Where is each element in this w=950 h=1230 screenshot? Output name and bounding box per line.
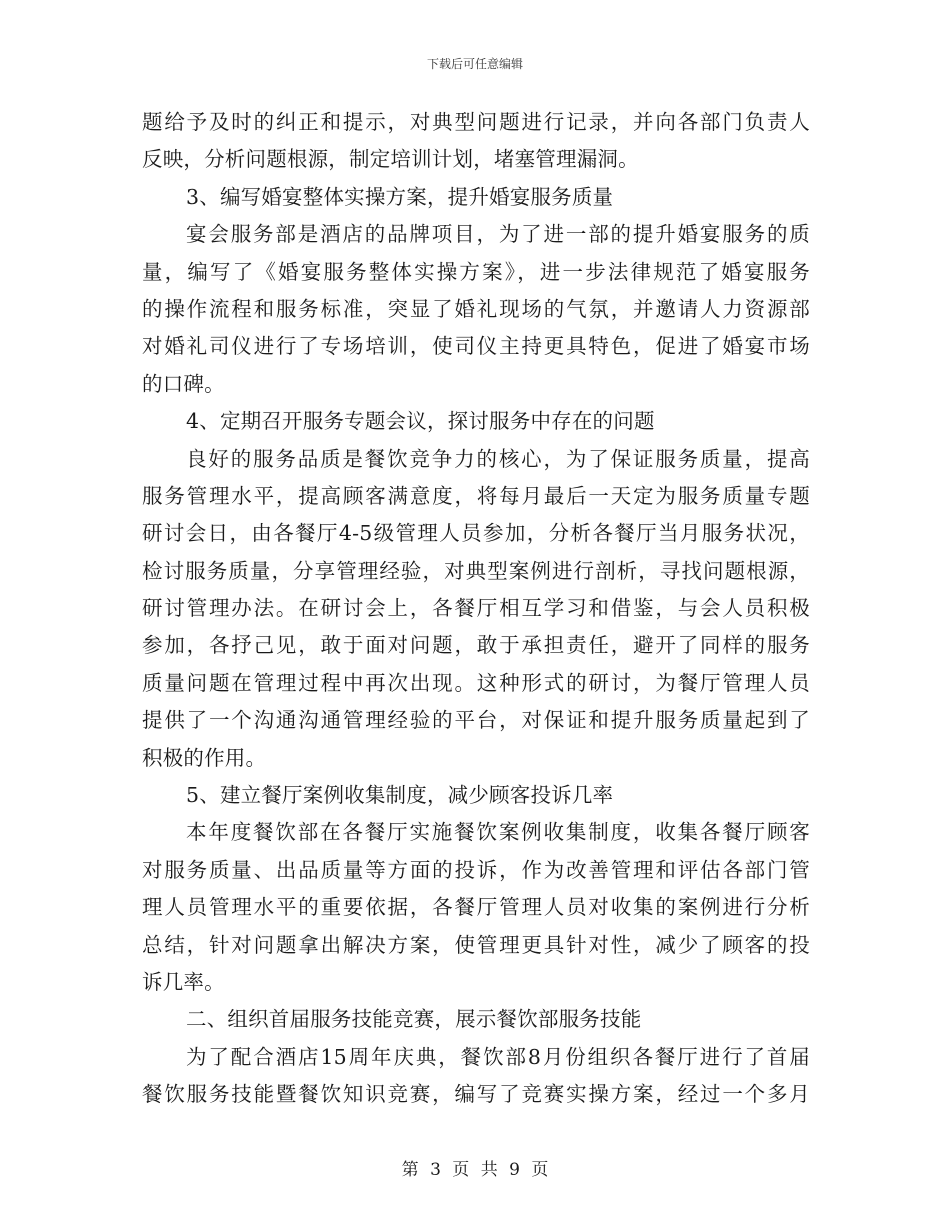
text-line: 总结，针对问题拿出解决方案，使管理更具针对性，减少了顾客的投 (142, 932, 810, 957)
text-line: 良好的服务品质是餐饮竞争力的核心，为了保证服务质量，提高 (186, 446, 810, 471)
text-line: 为了配合酒店15周年庆典，餐饮部8月份组织各餐厅进行了首届 (186, 1044, 810, 1069)
text-line: 宴会服务部是酒店的品牌项目，为了进一部的提升婚宴服务的质 (186, 222, 810, 247)
document-body (142, 104, 810, 1114)
text-line: 提供了一个沟通沟通管理经验的平台，对保证和提升服务质量起到了 (142, 708, 810, 733)
text-line: 本年度餐饮部在各餐厅实施餐饮案例收集制度，收集各餐厅顾客 (186, 820, 810, 845)
text-line: 研讨管理办法。在研讨会上，各餐厅相互学习和借鉴，与会人员积极 (142, 596, 810, 621)
text-line: 质量问题在管理过程中再次出现。这种形式的研讨，为餐厅管理人员 (142, 670, 810, 695)
text-line: 题给予及时的纠正和提示，对典型问题进行记录，并向各部门负责人 (142, 110, 810, 134)
text-line: 检讨服务质量，分享管理经验，对典型案例进行剖析，寻找问题根源， (142, 558, 810, 583)
text-line: 参加，各抒己见，敢于面对问题，敢于承担责任，避开了同样的服务 (142, 633, 810, 658)
text-line: 的口碑。 (142, 371, 225, 396)
text-line: 反映，分析问题根源，制定培训计划，堵塞管理漏洞。 (142, 147, 639, 172)
text-line: 对服务质量、出品质量等方面的投诉，作为改善管理和评估各部门管 (142, 857, 810, 882)
text-line: 餐饮服务技能暨餐饮知识竞赛，编写了竞赛实操方案，经过一个多月 (142, 1082, 810, 1107)
text-line: 积极的作用。 (142, 745, 267, 770)
text-line: 服务管理水平，提高顾客满意度，将每月最后一天定为服务质量专题 (142, 483, 810, 508)
text-line: 量，编写了《婚宴服务整体实操方案》，进一步法律规范了婚宴服务 (142, 259, 810, 284)
text-line: 研讨会日，由各餐厅4-5级管理人员参加，分析各餐厅当月服务状况， (142, 521, 810, 546)
page-footer: 第 3 页 共 9 页 (401, 1160, 549, 1180)
text-line: 二、组织首届服务技能竞赛，展示餐饮部服务技能 (186, 1007, 642, 1032)
text-line: 对婚礼司仪进行了专场培训，使司仪主持更具特色，促进了婚宴市场 (142, 334, 810, 359)
text-line: 5、建立餐厅案例收集制度，减少顾客投诉几率 (186, 783, 614, 808)
text-line: 4、定期召开服务专题会议，探讨服务中存在的问题 (186, 409, 655, 434)
text-line: 理人员管理水平的重要依据，各餐厅管理人员对收集的案例进行分析 (142, 895, 810, 920)
text-line: 3、编写婚宴整体实操方案，提升婚宴服务质量 (186, 184, 614, 209)
text-line: 诉几率。 (142, 969, 225, 994)
text-line: 的操作流程和服务标准，突显了婚礼现场的气氛，并邀请人力资源部 (142, 296, 810, 321)
page-header: 下载后可任意编辑 (426, 57, 523, 71)
